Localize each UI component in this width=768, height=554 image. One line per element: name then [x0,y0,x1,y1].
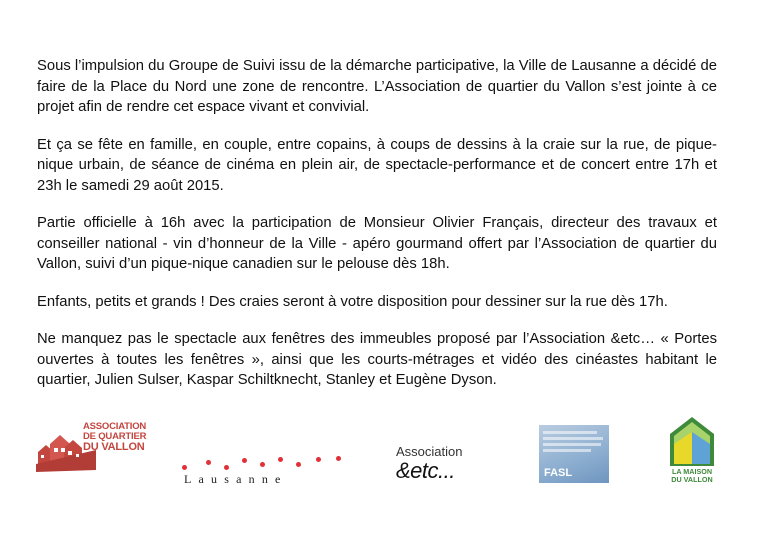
red-dot [206,460,211,465]
fasl-fine-print [543,431,605,455]
logo-association-etc [396,444,496,488]
red-dot [224,465,229,470]
paragraph-spectacle: Ne manquez pas le spectacle aux fenêtres des immeubles proposé par l’Association &etc… « Portes ouvertes à toutes les fenêtres », ainsi que les courts-métrages et vidéo des cinéastes habitant le quartier, Julien Sulser, Kaspar Schiltknecht, Stanley et Eugène Dyson. [37,331,717,388]
paragraph-intro: Sous l’impulsion du Groupe de Suivi issu de la démarche participative, la Ville de Lausanne a décidé de faire de la Place du Nord une zone de rencontre. L’Association de quartier du Vallon s’est jointe à ce projet afin de rendre cet espace vivant et convivial. [37,58,717,115]
house-icon [664,414,720,466]
logo-association-quartier-vallon [36,418,156,474]
aqv-line1: ASSOCIATION [83,421,147,432]
red-dot [296,462,301,467]
maison-line1: LA MAISON [671,467,713,476]
fasl-label: FASL [544,467,573,479]
invitation-text [37,56,717,391]
etc-line1: Association [396,444,463,459]
maison-line2: DU VALLON [671,475,713,484]
aqv-line3: DU VALLON [83,441,145,453]
aqv-line2: DE QUARTIER [83,431,147,442]
red-dot [242,458,247,463]
red-dot [316,457,321,462]
partner-logos [0,410,768,554]
paragraph-event: Et ça se fête en famille, en couple, entre copains, à coups de dessins à la craie sur la rue, de pique-nique urbain, de séance de cinéma en plein air, de spectacle-performance et de concert entre 17h et 23h le samedi 29 août 2015. [37,136,717,194]
red-dot [278,457,283,462]
paragraph-official: Partie officielle à 16h avec la participation de Monsieur Olivier Français, directeur des travaux et conseiller national - vin d’honneur de la Ville - apéro gourmand offert par l’Association de quartier du Vallon, suivi d’un pique-nique canadien sur le pelouse dès 18h. [37,215,717,272]
logo-fasl [539,425,609,483]
lausanne-wordmark: Lausanne [184,472,288,486]
paragraph-children: Enfants, petits et grands ! Des craies seront à votre disposition pour dessiner sur la rue dès 17h. [37,293,668,310]
etc-line2: &etc... [396,458,455,483]
red-dot [260,462,265,467]
red-dot [336,456,341,461]
logo-lausanne [176,454,356,490]
logo-maison-du-vallon [664,414,720,486]
red-dot [182,465,187,470]
